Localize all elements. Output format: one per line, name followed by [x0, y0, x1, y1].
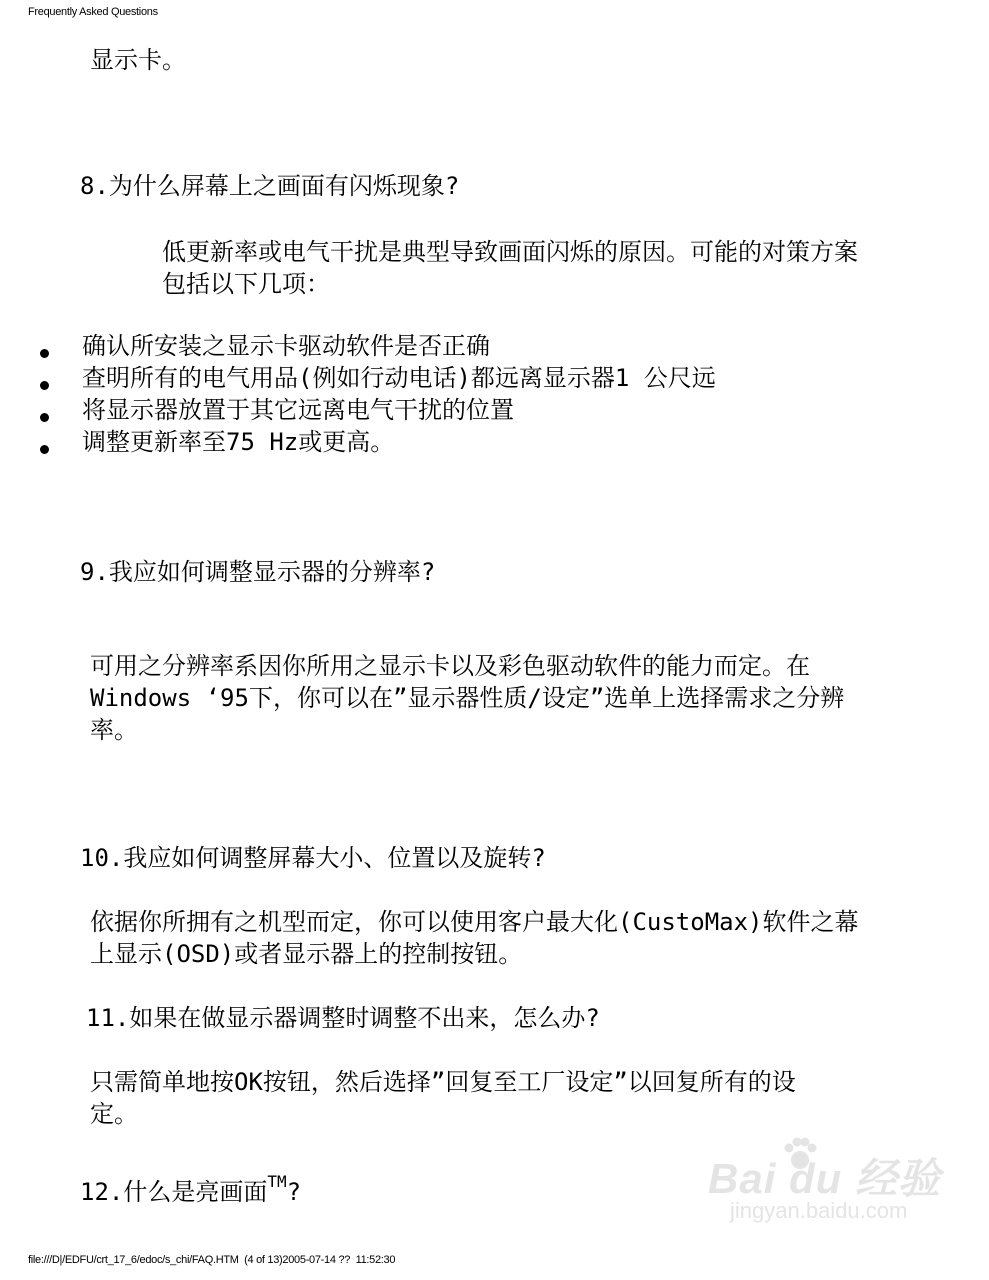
answer-9-line-3: 率。	[90, 716, 138, 744]
list-item-text: 查明所有的电气用品(例如行动电话)都远离显示器1 公尺远	[82, 364, 716, 392]
list-item-text: 调整更新率至75 Hz或更高。	[82, 428, 395, 456]
list-item	[0, 330, 716, 362]
answer-11-line-1: 只需简单地按OK按钮，然后选择”回复至工厂设定”以回复所有的设	[90, 1068, 796, 1096]
question-11: 11.如果在做显示器调整时调整不出来，怎么办?	[86, 1004, 600, 1032]
intro-line: 显示卡。	[90, 46, 186, 74]
question-8: 8.为什么屏幕上之画面有闪烁现象?	[80, 172, 460, 200]
page-footer: file:///D|/EDFU/crt_17_6/edoc/s_chi/FAQ.HTM (4 of 13)2005-07-14 ?? 11:52:30	[28, 1254, 396, 1266]
bullet-icon	[40, 445, 49, 454]
answer-9-line-2: Windows ‘95下，你可以在”显示器性质/设定”选单上选择需求之分辨	[90, 684, 845, 712]
baidu-watermark	[700, 1128, 970, 1228]
page-header: Frequently Asked Questions	[28, 6, 158, 18]
watermark-brand: Bai du 经验	[708, 1155, 942, 1202]
list-item	[0, 426, 716, 458]
question-12-text: 12.什么是亮画面	[80, 1178, 268, 1206]
answer-8-line-2: 包括以下几项：	[162, 270, 330, 298]
question-12	[80, 1172, 302, 1208]
question-10: 10.我应如何调整屏幕大小、位置以及旋转?	[80, 844, 546, 872]
answer-10-line-1: 依据你所拥有之机型而定，你可以使用客户最大化(CustoMax)软件之幕	[90, 908, 859, 936]
list-item-text: 确认所安装之显示卡驱动软件是否正确	[82, 332, 490, 360]
answer-8-bullet-list	[0, 330, 716, 458]
answer-11-line-2: 定。	[90, 1100, 138, 1128]
answer-8-line-1: 低更新率或电气干扰是典型导致画面闪烁的原因。可能的对策方案	[162, 238, 858, 266]
watermark-url: jingyan.baidu.com	[730, 1198, 908, 1223]
list-item-text: 将显示器放置于其它远离电气干扰的位置	[82, 396, 514, 424]
bullet-icon	[40, 349, 49, 358]
bullet-icon	[40, 381, 49, 390]
list-item	[0, 394, 716, 426]
bullet-icon	[40, 413, 49, 422]
list-item	[0, 362, 716, 394]
question-9: 9.我应如何调整显示器的分辨率?	[80, 558, 436, 586]
trademark-mark: TM	[267, 1172, 287, 1191]
question-12-end: ?	[286, 1178, 302, 1206]
answer-10-line-2: 上显示(OSD)或者显示器上的控制按钮。	[90, 940, 523, 968]
answer-9-line-1: 可用之分辨率系因你所用之显示卡以及彩色驱动软件的能力而定。在	[90, 652, 810, 680]
